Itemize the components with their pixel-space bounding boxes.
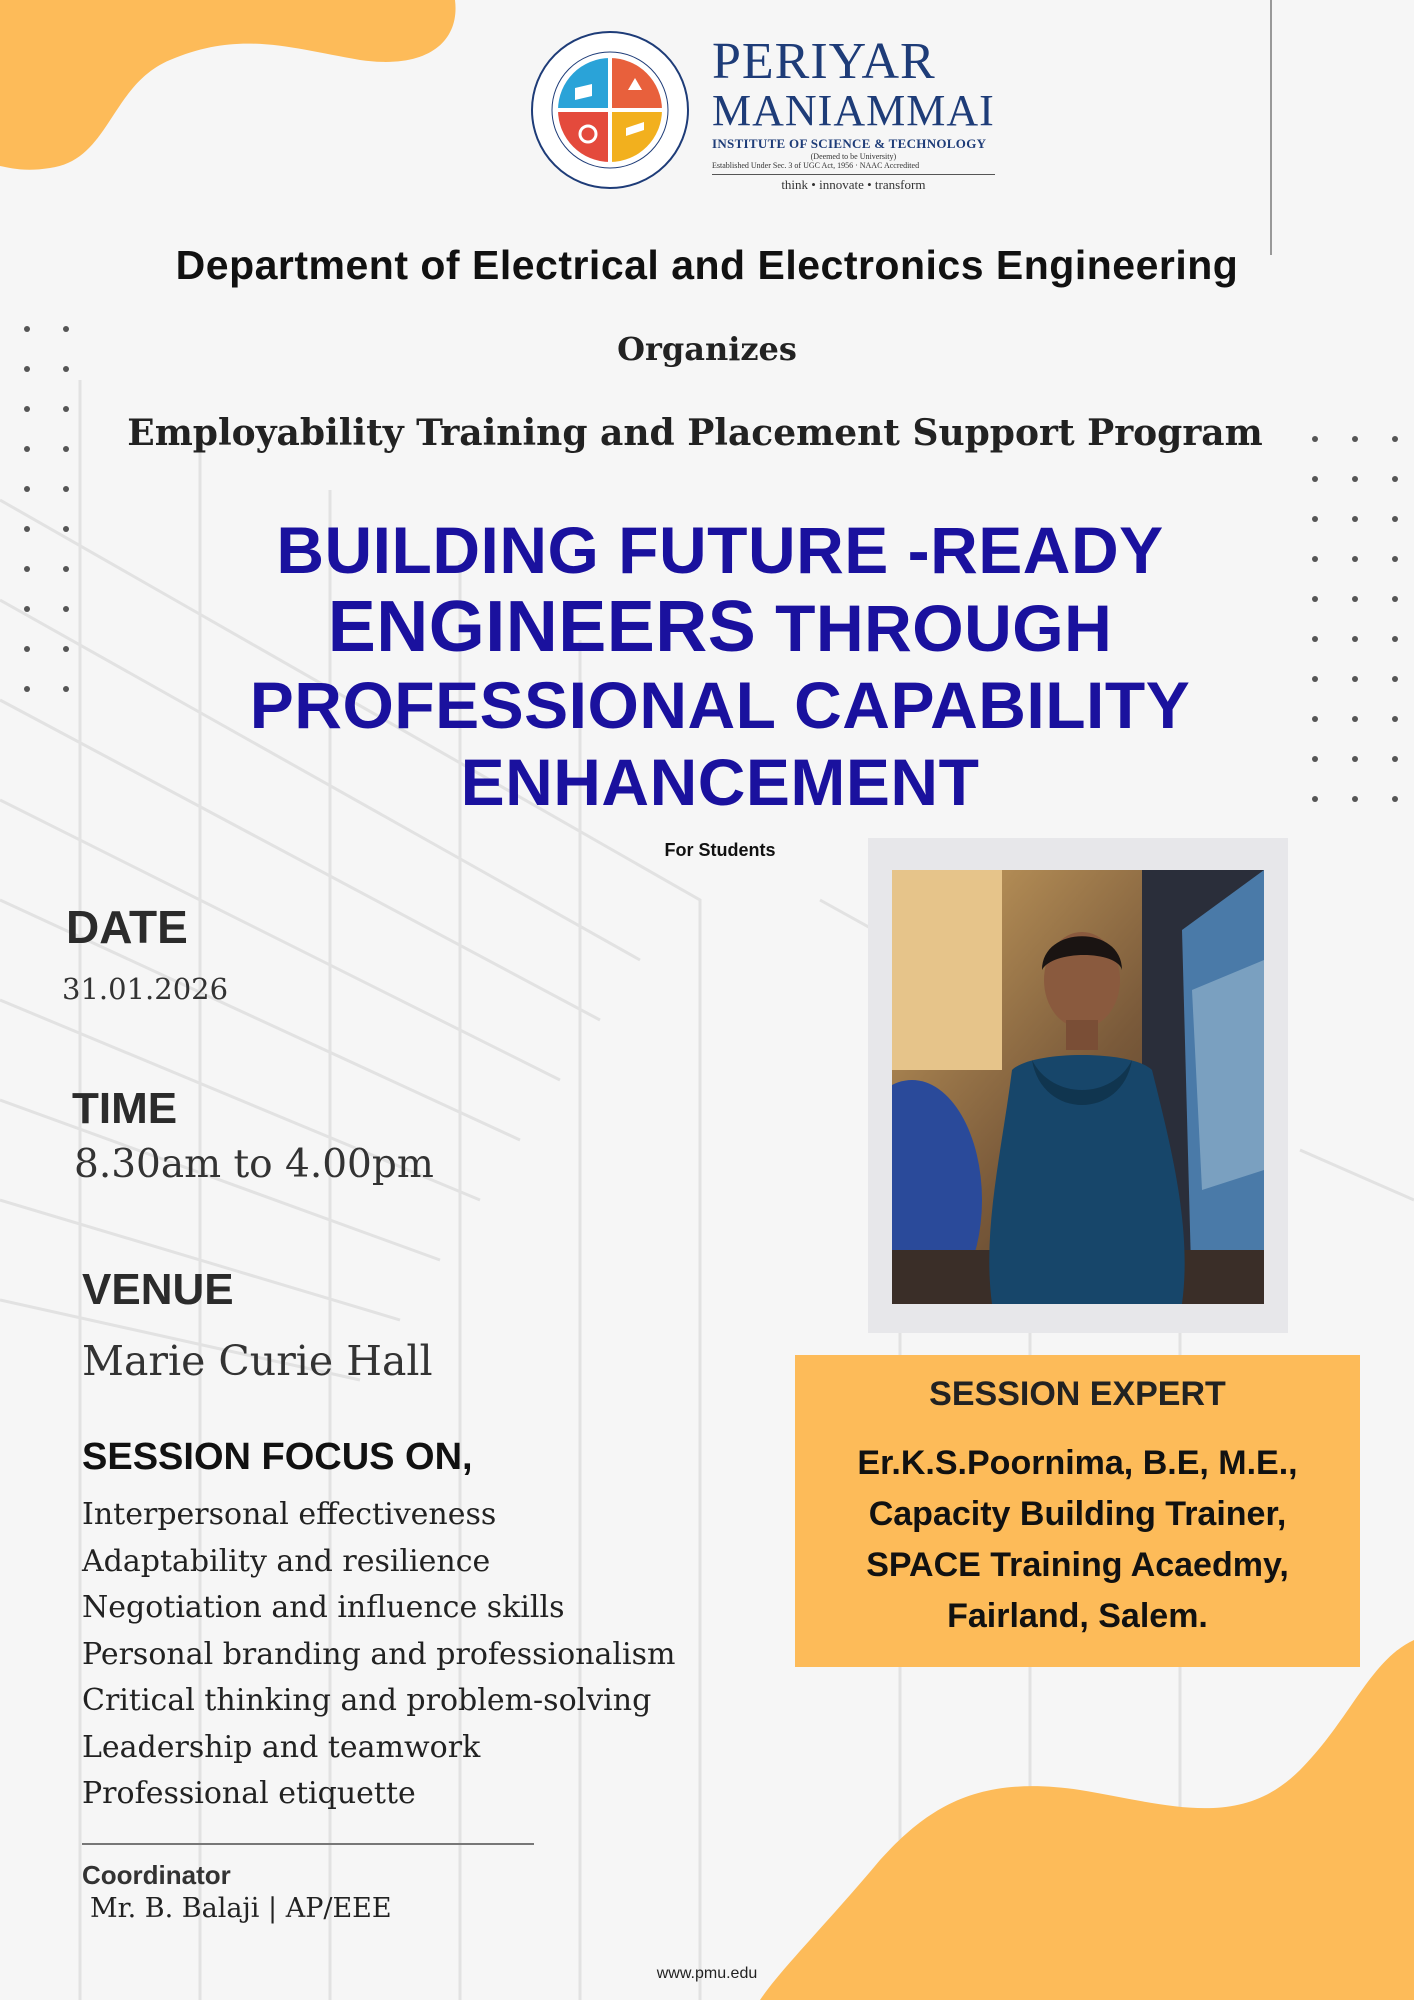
decorative-dot bbox=[24, 566, 30, 572]
decorative-dot bbox=[1352, 516, 1358, 522]
decorative-dot bbox=[24, 486, 30, 492]
decorative-dot bbox=[63, 526, 69, 532]
decorative-dot bbox=[1312, 556, 1318, 562]
coordinator-label: Coordinator bbox=[82, 1860, 231, 1890]
logo-name-line2: MANIAMMAI bbox=[712, 86, 995, 135]
focus-item: Adaptability and resilience bbox=[82, 1543, 491, 1579]
decorative-dot bbox=[1392, 556, 1398, 562]
decorative-dot bbox=[1312, 516, 1318, 522]
decorative-dot bbox=[1312, 596, 1318, 602]
decorative-dot bbox=[1352, 556, 1358, 562]
session-focus-list bbox=[82, 1492, 675, 1818]
decorative-dot bbox=[1312, 636, 1318, 642]
decorative-dot bbox=[24, 526, 30, 532]
dot-grid-right bbox=[1312, 436, 1398, 802]
decorative-dot bbox=[1312, 716, 1318, 722]
decorative-dot bbox=[1392, 676, 1398, 682]
program-title: Employability Training and Placement Support Program bbox=[127, 412, 1263, 454]
headline-line1: BUILDING FUTURE -READY bbox=[276, 513, 1164, 587]
decorative-dot bbox=[1392, 636, 1398, 642]
expert-photo bbox=[892, 870, 1264, 1304]
time-value: 8.30am to 4.00pm bbox=[74, 1142, 434, 1187]
orange-blob-top-left bbox=[0, 0, 460, 180]
expert-name: Er.K.S.Poornima, B.E, M.E., bbox=[857, 1444, 1298, 1482]
focus-item: Professional etiquette bbox=[82, 1776, 416, 1811]
decorative-dot bbox=[1352, 476, 1358, 482]
time-label: TIME bbox=[72, 1084, 178, 1133]
logo-established: Established Under Sec. 3 of UGC Act, 1956 · NAAC Accredited bbox=[712, 161, 920, 170]
decorative-dot bbox=[63, 686, 69, 692]
logo-tagline: think • innovate • transform bbox=[712, 174, 995, 193]
decorative-dot bbox=[24, 686, 30, 692]
session-focus-label: SESSION FOCUS ON, bbox=[82, 1436, 473, 1478]
decorative-dot bbox=[1392, 716, 1398, 722]
decorative-dot bbox=[1352, 636, 1358, 642]
decorative-dot bbox=[63, 646, 69, 652]
decorative-dot bbox=[24, 606, 30, 612]
headline-line2 bbox=[150, 589, 1290, 667]
headline-line3: PROFESSIONAL CAPABILITY bbox=[249, 668, 1191, 742]
audience-label: For Students bbox=[664, 840, 776, 860]
decorative-dot bbox=[1352, 676, 1358, 682]
decorative-dot bbox=[1352, 756, 1358, 762]
decorative-dot bbox=[1312, 756, 1318, 762]
expert-organization: SPACE Training Acaedmy, bbox=[866, 1546, 1289, 1584]
logo-name-line3: INSTITUTE OF SCIENCE & TECHNOLOGY bbox=[712, 136, 987, 151]
date-label: DATE bbox=[66, 901, 188, 953]
decorative-dot bbox=[1392, 436, 1398, 442]
event-headline bbox=[150, 512, 1290, 821]
decorative-dot bbox=[1312, 796, 1318, 802]
decorative-dot bbox=[1312, 476, 1318, 482]
focus-item: Critical thinking and problem-solving bbox=[82, 1683, 652, 1718]
focus-item: Leadership and teamwork bbox=[82, 1729, 481, 1765]
headline-engineers: ENGINEERS bbox=[327, 587, 757, 667]
department-title: Department of Electrical and Electronics Engineering bbox=[175, 242, 1239, 288]
decorative-dot bbox=[1352, 716, 1358, 722]
coordinator-name: Mr. B. Balaji | AP/EEE bbox=[90, 1893, 392, 1924]
headline-through: THROUGH bbox=[775, 591, 1113, 665]
logo-name-line1: PERIYAR bbox=[712, 33, 936, 90]
focus-item: Interpersonal effectiveness bbox=[82, 1497, 497, 1532]
decorative-dot bbox=[63, 486, 69, 492]
decorative-dot bbox=[63, 606, 69, 612]
date-value: 31.01.2026 bbox=[62, 972, 229, 1006]
logo-deemed: (Deemed to be University) bbox=[810, 152, 897, 161]
session-expert-title: SESSION EXPERT bbox=[929, 1375, 1226, 1413]
focus-item: Negotiation and influence skills bbox=[82, 1590, 565, 1625]
decorative-dot bbox=[1392, 596, 1398, 602]
decorative-dot bbox=[24, 646, 30, 652]
decorative-dot bbox=[1392, 796, 1398, 802]
coordinator-divider bbox=[82, 1843, 534, 1845]
decorative-dot bbox=[63, 566, 69, 572]
header-divider bbox=[1270, 0, 1272, 255]
expert-role: Capacity Building Trainer, bbox=[868, 1495, 1287, 1533]
university-wordmark bbox=[712, 33, 995, 193]
organizes-text: Organizes bbox=[617, 330, 797, 368]
footer-website: www.pmu.edu bbox=[656, 1965, 758, 1982]
decorative-dot bbox=[1352, 596, 1358, 602]
venue-value: Marie Curie Hall bbox=[82, 1337, 433, 1385]
headline-line4: ENHANCEMENT bbox=[460, 745, 980, 819]
venue-label: VENUE bbox=[82, 1265, 234, 1314]
session-expert-details bbox=[795, 1438, 1360, 1642]
decorative-dot bbox=[1392, 756, 1398, 762]
focus-item: Personal branding and professionalism bbox=[82, 1636, 676, 1672]
decorative-dot bbox=[1392, 516, 1398, 522]
decorative-dot bbox=[1352, 796, 1358, 802]
expert-location: Fairland, Salem. bbox=[947, 1597, 1208, 1635]
decorative-dot bbox=[1312, 676, 1318, 682]
university-emblem-logo bbox=[530, 30, 690, 190]
decorative-dot bbox=[1392, 476, 1398, 482]
dot-grid-left bbox=[24, 326, 69, 692]
